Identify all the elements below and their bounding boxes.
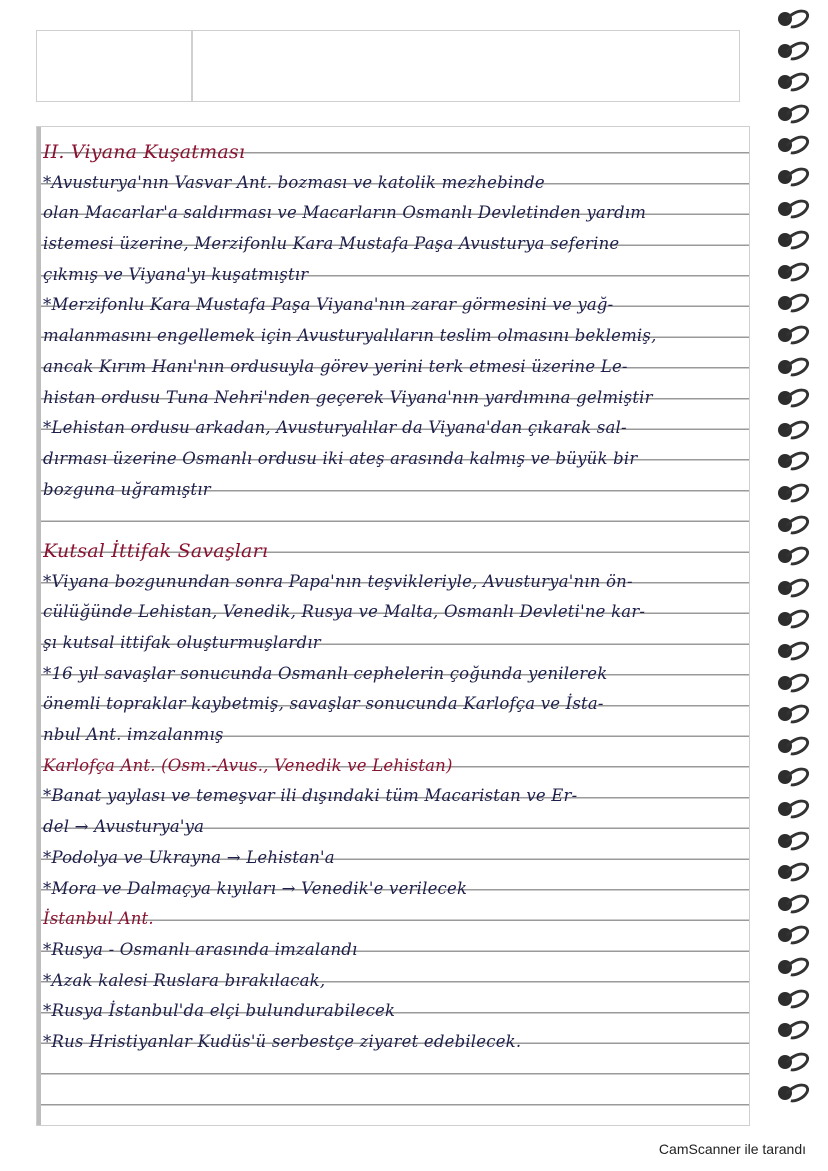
note-line: *Avusturya'nın Vasvar Ant. bozması ve katolik mezhebinde	[43, 172, 545, 192]
spiral-ring-icon	[774, 956, 818, 978]
wire-loop-icon	[782, 448, 812, 474]
spiral-ring-icon	[774, 419, 818, 441]
spiral-ring-icon	[774, 766, 818, 788]
note-line: çıkmış ve Viyana'yı kuşatmıştır	[43, 264, 309, 284]
notes-content	[43, 137, 743, 1058]
spiral-ring-icon	[774, 166, 818, 188]
wire-loop-icon	[782, 353, 812, 379]
note-line: *Rusya İstanbul'da elçi bulundurabilecek	[43, 1001, 396, 1021]
wire-loop-icon	[782, 290, 812, 316]
spiral-ring-icon	[774, 703, 818, 725]
wire-loop-icon	[782, 6, 812, 32]
spiral-ring-icon	[774, 608, 818, 630]
spiral-ring-icon	[774, 545, 818, 567]
wire-loop-icon	[782, 543, 812, 569]
spiral-ring-icon	[774, 514, 818, 536]
wire-loop-icon	[782, 1080, 812, 1106]
note-line: ancak Kırım Hanı'nın ordusuyla görev yerini terk etmesi üzerine Le-	[43, 356, 628, 376]
spiral-ring-icon	[774, 577, 818, 599]
spiral-ring-icon	[774, 861, 818, 883]
note-line: *Azak kalesi Ruslara bırakılacak,	[43, 970, 326, 990]
wire-loop-icon	[782, 37, 812, 63]
spiral-ring-icon	[774, 482, 818, 504]
note-line: önemli topraklar kaybetmiş, savaşlar sonucunda Karlofça ve İsta-	[43, 694, 604, 714]
note-line: del → Avusturya'ya	[43, 817, 205, 837]
note-line: *Rus Hristiyanlar Kudüs'ü serbestçe ziyaret edebilecek.	[43, 1031, 522, 1051]
spiral-ring-icon	[774, 672, 818, 694]
spiral-ring-icon	[774, 893, 818, 915]
spiral-ring-icon	[774, 387, 818, 409]
spiral-ring-icon	[774, 261, 818, 283]
spiral-ring-icon	[774, 640, 818, 662]
wire-loop-icon	[782, 164, 812, 190]
wire-loop-icon	[782, 417, 812, 443]
note-line: cülüğünde Lehistan, Venedik, Rusya ve Malta, Osmanlı Devleti'ne kar-	[43, 602, 646, 622]
spiral-ring-icon	[774, 924, 818, 946]
margin-line	[37, 127, 41, 1125]
section-heading: Kutsal İttifak Savaşları	[43, 539, 269, 562]
note-line: olan Macarlar'a saldırması ve Macarların Osmanlı Devletinden yardım	[43, 203, 647, 223]
wire-loop-icon	[782, 669, 812, 695]
note-line: şı kutsal ittifak oluşturmuşlardır	[43, 633, 321, 652]
spiral-ring-icon	[774, 40, 818, 62]
note-line: *Viyana bozgunundan sonra Papa'nın teşvikleriyle, Avusturya'nın ön-	[43, 571, 633, 591]
note-line: *Merzifonlu Kara Mustafa Paşa Viyana'nın zarar görmesini ve yağ-	[43, 295, 614, 315]
note-line: *Rusya - Osmanlı arasında imzalandı	[43, 939, 358, 959]
wire-loop-icon	[782, 796, 812, 822]
note-line: *16 yıl savaşlar sonucunda Osmanlı cephelerin çoğunda yenilerek	[43, 663, 608, 683]
wire-loop-icon	[782, 1017, 812, 1043]
note-line: İstanbul Ant.	[43, 909, 154, 929]
note-line: istemesi üzerine, Merzifonlu Kara Mustafa Paşa Avusturya seferine	[43, 234, 620, 254]
wire-loop-icon	[782, 322, 812, 348]
wire-loop-icon	[782, 511, 812, 537]
wire-loop-icon	[782, 259, 812, 285]
spiral-binding	[768, 0, 828, 1130]
spiral-ring-icon	[774, 71, 818, 93]
wire-loop-icon	[782, 922, 812, 948]
note-line: *Podolya ve Ukrayna → Lehistan'a	[43, 847, 335, 867]
wire-loop-icon	[782, 195, 812, 221]
spiral-ring-icon	[774, 830, 818, 852]
wire-loop-icon	[782, 701, 812, 727]
spiral-ring-icon	[774, 1051, 818, 1073]
note-line: *Mora ve Dalmaçya kıyıları → Venedik'e verilecek	[43, 878, 468, 898]
wire-loop-icon	[782, 385, 812, 411]
note-line: dırması üzerine Osmanlı ordusu iki ateş arasında kalmış ve büyük bir	[43, 448, 638, 468]
note-line: malanmasını engellemek için Avusturyalıların teslim olmasını beklemiş,	[43, 326, 657, 346]
note-line: histan ordusu Tuna Nehri'nden geçerek Viyana'nın yardımına gelmiştir	[43, 387, 653, 407]
spiral-ring-icon	[774, 356, 818, 378]
wire-loop-icon	[782, 733, 812, 759]
wire-loop-icon	[782, 954, 812, 980]
spiral-ring-icon	[774, 798, 818, 820]
spiral-ring-icon	[774, 324, 818, 346]
note-line: nbul Ant. imzalanmış	[43, 725, 224, 745]
wire-loop-icon	[782, 638, 812, 664]
wire-loop-icon	[782, 132, 812, 158]
spiral-ring-icon	[774, 134, 818, 156]
spiral-ring-icon	[774, 1019, 818, 1041]
note-line: Karlofça Ant. (Osm.-Avus., Venedik ve Lehistan)	[43, 755, 453, 775]
wire-loop-icon	[782, 606, 812, 632]
spiral-ring-icon	[774, 8, 818, 30]
wire-loop-icon	[782, 575, 812, 601]
note-line: *Banat yaylası ve temeşvar ili dışındaki tüm Macaristan ve Er-	[43, 786, 578, 806]
spiral-ring-icon	[774, 292, 818, 314]
note-line: *Lehistan ordusu arkadan, Avusturyalılar da Viyana'dan çıkarak sal-	[43, 418, 627, 438]
wire-loop-icon	[782, 891, 812, 917]
header-box	[36, 30, 740, 102]
scanner-footer: CamScanner ile tarandı	[658, 1141, 806, 1157]
wire-loop-icon	[782, 859, 812, 885]
section-heading: II. Viyana Kuşatması	[43, 141, 246, 163]
header-divider	[191, 31, 193, 101]
spiral-ring-icon	[774, 103, 818, 125]
wire-loop-icon	[782, 764, 812, 790]
note-line: bozguna uğramıştır	[43, 479, 211, 499]
wire-loop-icon	[782, 227, 812, 253]
wire-loop-icon	[782, 101, 812, 127]
notebook-page	[36, 126, 750, 1126]
wire-loop-icon	[782, 985, 812, 1011]
wire-loop-icon	[782, 827, 812, 853]
spiral-ring-icon	[774, 988, 818, 1010]
spiral-ring-icon	[774, 229, 818, 251]
wire-loop-icon	[782, 69, 812, 95]
spiral-ring-icon	[774, 450, 818, 472]
spiral-ring-icon	[774, 735, 818, 757]
spiral-ring-icon	[774, 198, 818, 220]
wire-loop-icon	[782, 480, 812, 506]
wire-loop-icon	[782, 1049, 812, 1075]
spiral-ring-icon	[774, 1082, 818, 1104]
blank-line	[43, 505, 743, 536]
